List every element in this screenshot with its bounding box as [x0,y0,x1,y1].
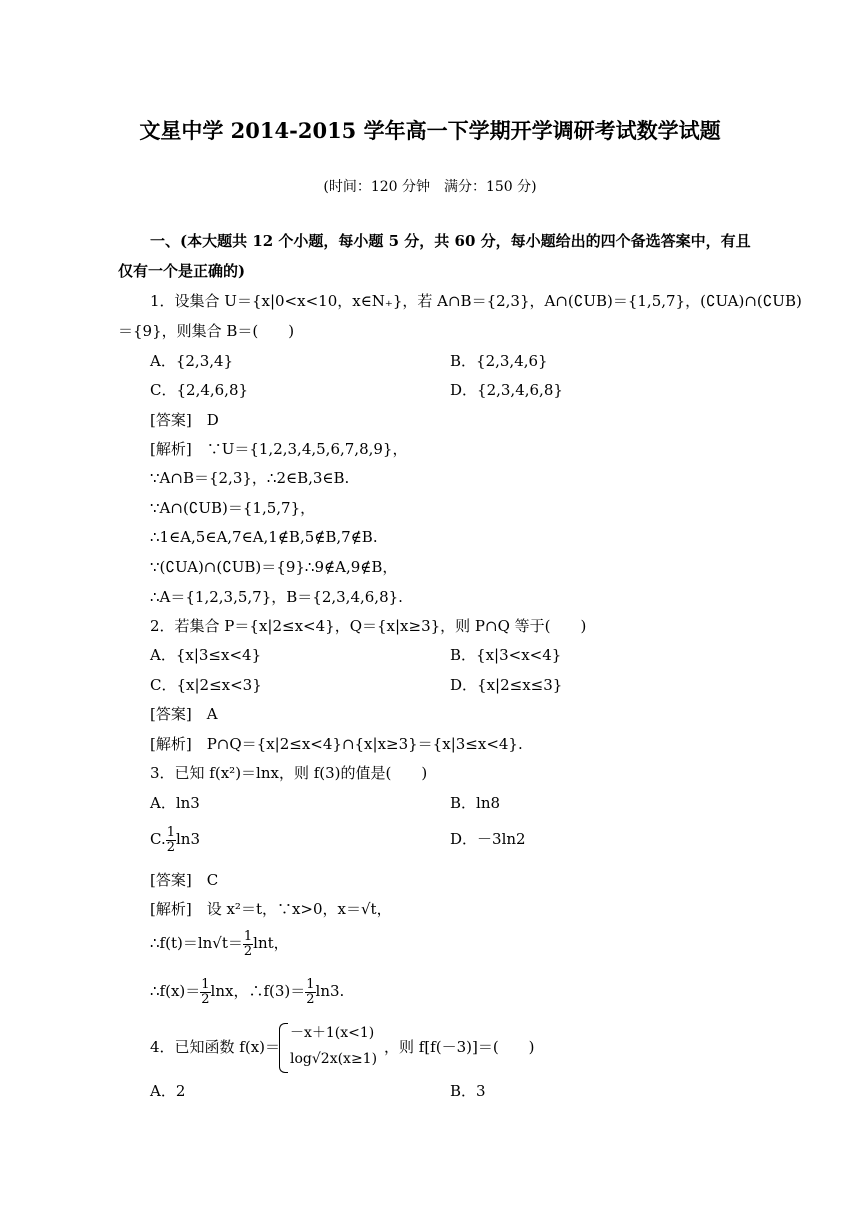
q4-case-2: log√2x(x≥1) [290,1051,378,1067]
piecewise-brace [279,1023,288,1073]
q1-stem-line1: 1．设集合 U＝{x|0<x<10，x∈N₊}，若 A∩B＝{2,3}，A∩(∁UB)＝{1,5,7}，(∁UA)∩(∁UB) [150,292,802,310]
q3-solution-line2-prefix: ∴f(t)＝ln√t＝ [150,934,243,952]
q4-option-a: A．2 [150,1082,186,1100]
q3-option-c-prefix: C. [150,830,166,848]
q2-answer: [答案] A [150,705,218,723]
page-title: 文星中学 2014-2015 学年高一下学期开学调研考试数学试题 [139,118,721,143]
q3-solution-line3-mid: lnx，∴f(3)＝ [210,982,306,1000]
q1-solution-line6: ∴A＝{1,2,3,5,7}，B＝{2,3,4,6,8}. [150,588,403,606]
q1-option-b: B．{2,3,4,6} [450,352,548,370]
q3-solution-line3 [150,977,344,1007]
q3-solution-line3-fraction-2 [305,978,315,1007]
q3-option-b: B．ln8 [450,794,501,812]
q1-option-d: D．{2,3,4,6,8} [450,381,563,399]
q4-option-b: B．3 [450,1082,486,1100]
section-heading-line1: 一、(本大题共 12 个小题，每小题 5 分，共 60 分，每小题给出的四个备选答案中，有且 [150,232,751,250]
fraction-numerator: 1 [306,976,315,992]
fraction-numerator: 1 [166,824,175,840]
fraction-denominator: 2 [306,991,315,1007]
q3-answer: [答案] C [150,871,219,889]
q3-option-c [150,825,200,855]
q3-stem: 3．已知 f(x²)＝lnx，则 f(3)的值是( ) [150,764,428,782]
fraction-denominator: 2 [201,991,210,1007]
q1-solution-line2: ∵A∩B＝{2,3}，∴2∈B,3∈B. [150,469,350,487]
q2-option-c: C．{x|2≤x<3} [150,676,262,694]
q3-solution-line2-fraction [243,930,253,959]
q3-option-c-suffix: ln3 [176,830,201,848]
q2-option-d: D．{x|2≤x≤3} [450,676,563,694]
q1-answer: [答案] D [150,411,219,429]
q3-solution-line3-prefix: ∴f(x)＝ [150,982,201,1000]
fraction-numerator: 1 [243,928,253,944]
q1-option-a: A．{2,3,4} [150,352,234,370]
q1-stem-line2: ＝{9}，则集合 B＝( ) [118,322,295,340]
q3-option-c-fraction [166,826,176,855]
q2-stem: 2．若集合 P＝{x|2≤x<4}，Q＝{x|x≥3}，则 P∩Q 等于( ) [150,617,587,635]
q3-solution-line2 [150,929,289,959]
q3-option-a: A．ln3 [150,794,200,812]
q4-case-1: －x＋1(x<1) [290,1025,375,1041]
q3-solution-line2-suffix: lnt， [253,934,289,952]
fraction-denominator: 2 [166,839,175,855]
q1-solution-line1: [解析] ∵U＝{1,2,3,4,5,6,7,8,9}， [150,440,408,458]
q3-solution-line3-fraction-1 [200,978,210,1007]
q4-stem-prefix: 4．已知函数 f(x)＝ [150,1038,281,1056]
fraction-denominator: 2 [243,943,253,959]
q1-option-c: C．{2,4,6,8} [150,381,249,399]
q2-solution: [解析] P∩Q＝{x|2≤x<4}∩{x|x≥3}＝{x|3≤x<4}. [150,735,523,753]
exam-info: (时间：120 分钟 满分：150 分) [323,179,537,195]
q1-solution-line3: ∵A∩(∁UB)＝{1,5,7}， [150,499,316,517]
q1-solution-line5: ∵(∁UA)∩(∁UB)＝{9}∴9∉A,9∉B， [150,558,398,576]
section-heading-line2: 仅有一个是正确的) [118,262,246,280]
q3-solution-line1: [解析] 设 x²＝t，∵x>0，x＝√t， [150,900,392,918]
q2-option-b: B．{x|3<x<4} [450,646,562,664]
fraction-numerator: 1 [201,976,210,992]
q2-option-a: A．{x|3≤x<4} [150,646,262,664]
q3-option-d: D．－3ln2 [450,830,526,848]
q3-solution-line3-suffix: ln3. [315,982,345,1000]
q1-solution-line4: ∴1∈A,5∈A,7∈A,1∉B,5∉B,7∉B. [150,528,378,546]
q4-stem-suffix: ，则 f[f(－3)]＝( ) [384,1038,535,1056]
